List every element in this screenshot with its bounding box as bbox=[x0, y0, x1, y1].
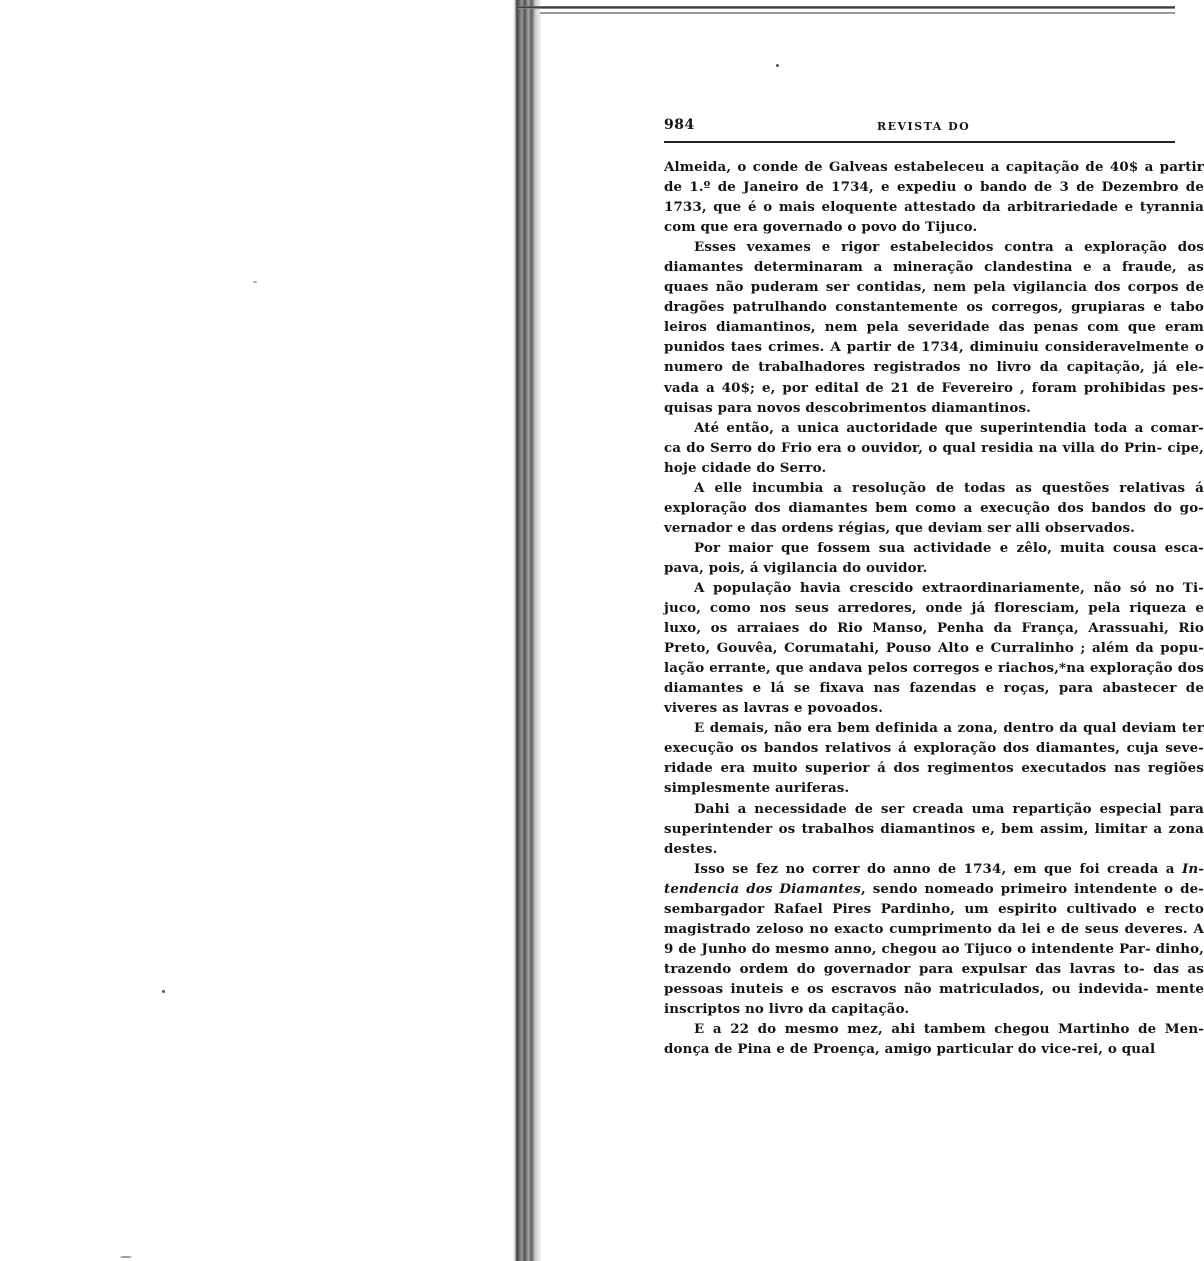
paragraph-text: Isso se fez no correr do anno de 1734, em que foi creada a bbox=[694, 860, 1182, 877]
paragraph: A elle incumbia a resolução de todas as questões relativas á exploração dos diamantes bem como a execução dos bandos do go- vernador e das ordens régias, que deviam ser alli observados. bbox=[664, 479, 1204, 536]
header-rule bbox=[664, 141, 1175, 143]
body-text bbox=[664, 157, 1204, 1059]
paragraph: E demais, não era bem definida a zona, dentro da qual deviam ter execução os bandos relativos á exploração dos diamantes, cuja seve- ridade era muito superior á dos regimentos executados nas regiões simplesmente auriferas. bbox=[664, 720, 1204, 797]
paragraph: Dahi a necessidade de ser creada uma repartição especial para superintender os trabalhos diamantinos e, bem assim, limitar a zona destes. bbox=[664, 800, 1204, 857]
scan-speck bbox=[253, 281, 257, 283]
page-number: 984 bbox=[664, 117, 695, 133]
paragraph: A população havia crescido extraordinariamente, não só no Ti- juco, como nos seus arredores, onde já floresciam, pela riqueza e luxo, os arraiaes do Rio Manso, Penha da França, Arassuahi, Rio Preto, Gouvêa, Corumatahi, Pouso Alto e Curralinho ; além da popu- lação errante, que andava pelos corregos e riachos,*na exploração dos diamantes e lá se fixava nas fazendas e roças, para abastecer de viveres as lavras e povoados. bbox=[664, 579, 1204, 717]
paragraph bbox=[664, 859, 1204, 1019]
scan-speck bbox=[162, 990, 165, 993]
scan-speck bbox=[776, 64, 779, 67]
paragraph: Esses vexames e rigor estabelecidos contra a exploração dos diamantes determinaram a mineração clandestina e a fraude, as quaes não puderam ser contidas, nem pela vigilancia dos corpos de dragões patrulhando constantemente os corregos, grupiaras e tabo leiros diamantinos, nem pela severidade das penas com que eram punidos taes crimes. A partir de 1734, diminuiu consideravelmente o numero de trabalhadores registrados no livro da capitação, já ele- vada a 40$; e, por edital de 21 de Fevereiro , foram prohibidas pes- quisas para novos descobrimentos diamantinos. bbox=[664, 239, 1204, 416]
page-header bbox=[664, 114, 1175, 142]
running-title: REVISTA DO bbox=[877, 120, 971, 133]
page-top-edge-shadow bbox=[540, 12, 1175, 14]
italic-term: In- tendencia dos Diamantes bbox=[664, 860, 1204, 897]
scan-speck bbox=[120, 1256, 132, 1258]
page-top-edge bbox=[518, 6, 1175, 9]
paragraph: Por maior que fossem sua actividade e zêlo, muita cousa esca- pava, pois, á vigilancia do ouvidor. bbox=[664, 539, 1204, 576]
book-gutter bbox=[513, 0, 541, 1261]
paragraph: Até então, a unica auctoridade que superintendia toda a comar- ca do Serro do Frio era o ouvidor, o qual residia na villa do Prin- cipe, hoje cidade do Serro. bbox=[664, 419, 1204, 476]
paragraph-text: , sendo nomeado primeiro intendente o de- sembargador Rafael Pires Pardinho, um espirito cultivado e recto magistrado zeloso no exacto cumprimento da lei e de seus deveres. A 9 de Junho do mesmo anno, chegou ao Tijuco o intendente Par- dinho, trazendo ordem do governador para expulsar das lavras to- das as pessoas inuteis e os escravos não matriculados, ou indevida- mente inscriptos no livro da capitação. bbox=[664, 880, 1204, 1017]
paragraph: E a 22 do mesmo mez, ahi tambem chegou Martinho de Men- donça de Pina e de Proença, amigo particular do vice-rei, o qual bbox=[664, 1021, 1204, 1058]
paragraph: Almeida, o conde de Galveas estabeleceu a capitação de 40$ a partir de 1.º de Janeiro de 1734, e expediu o bando de 3 de Dezembro de 1733, que é o mais eloquente attestado da arbitrariedade e tyrannia com que era governado o povo do Tijuco. bbox=[664, 159, 1204, 236]
